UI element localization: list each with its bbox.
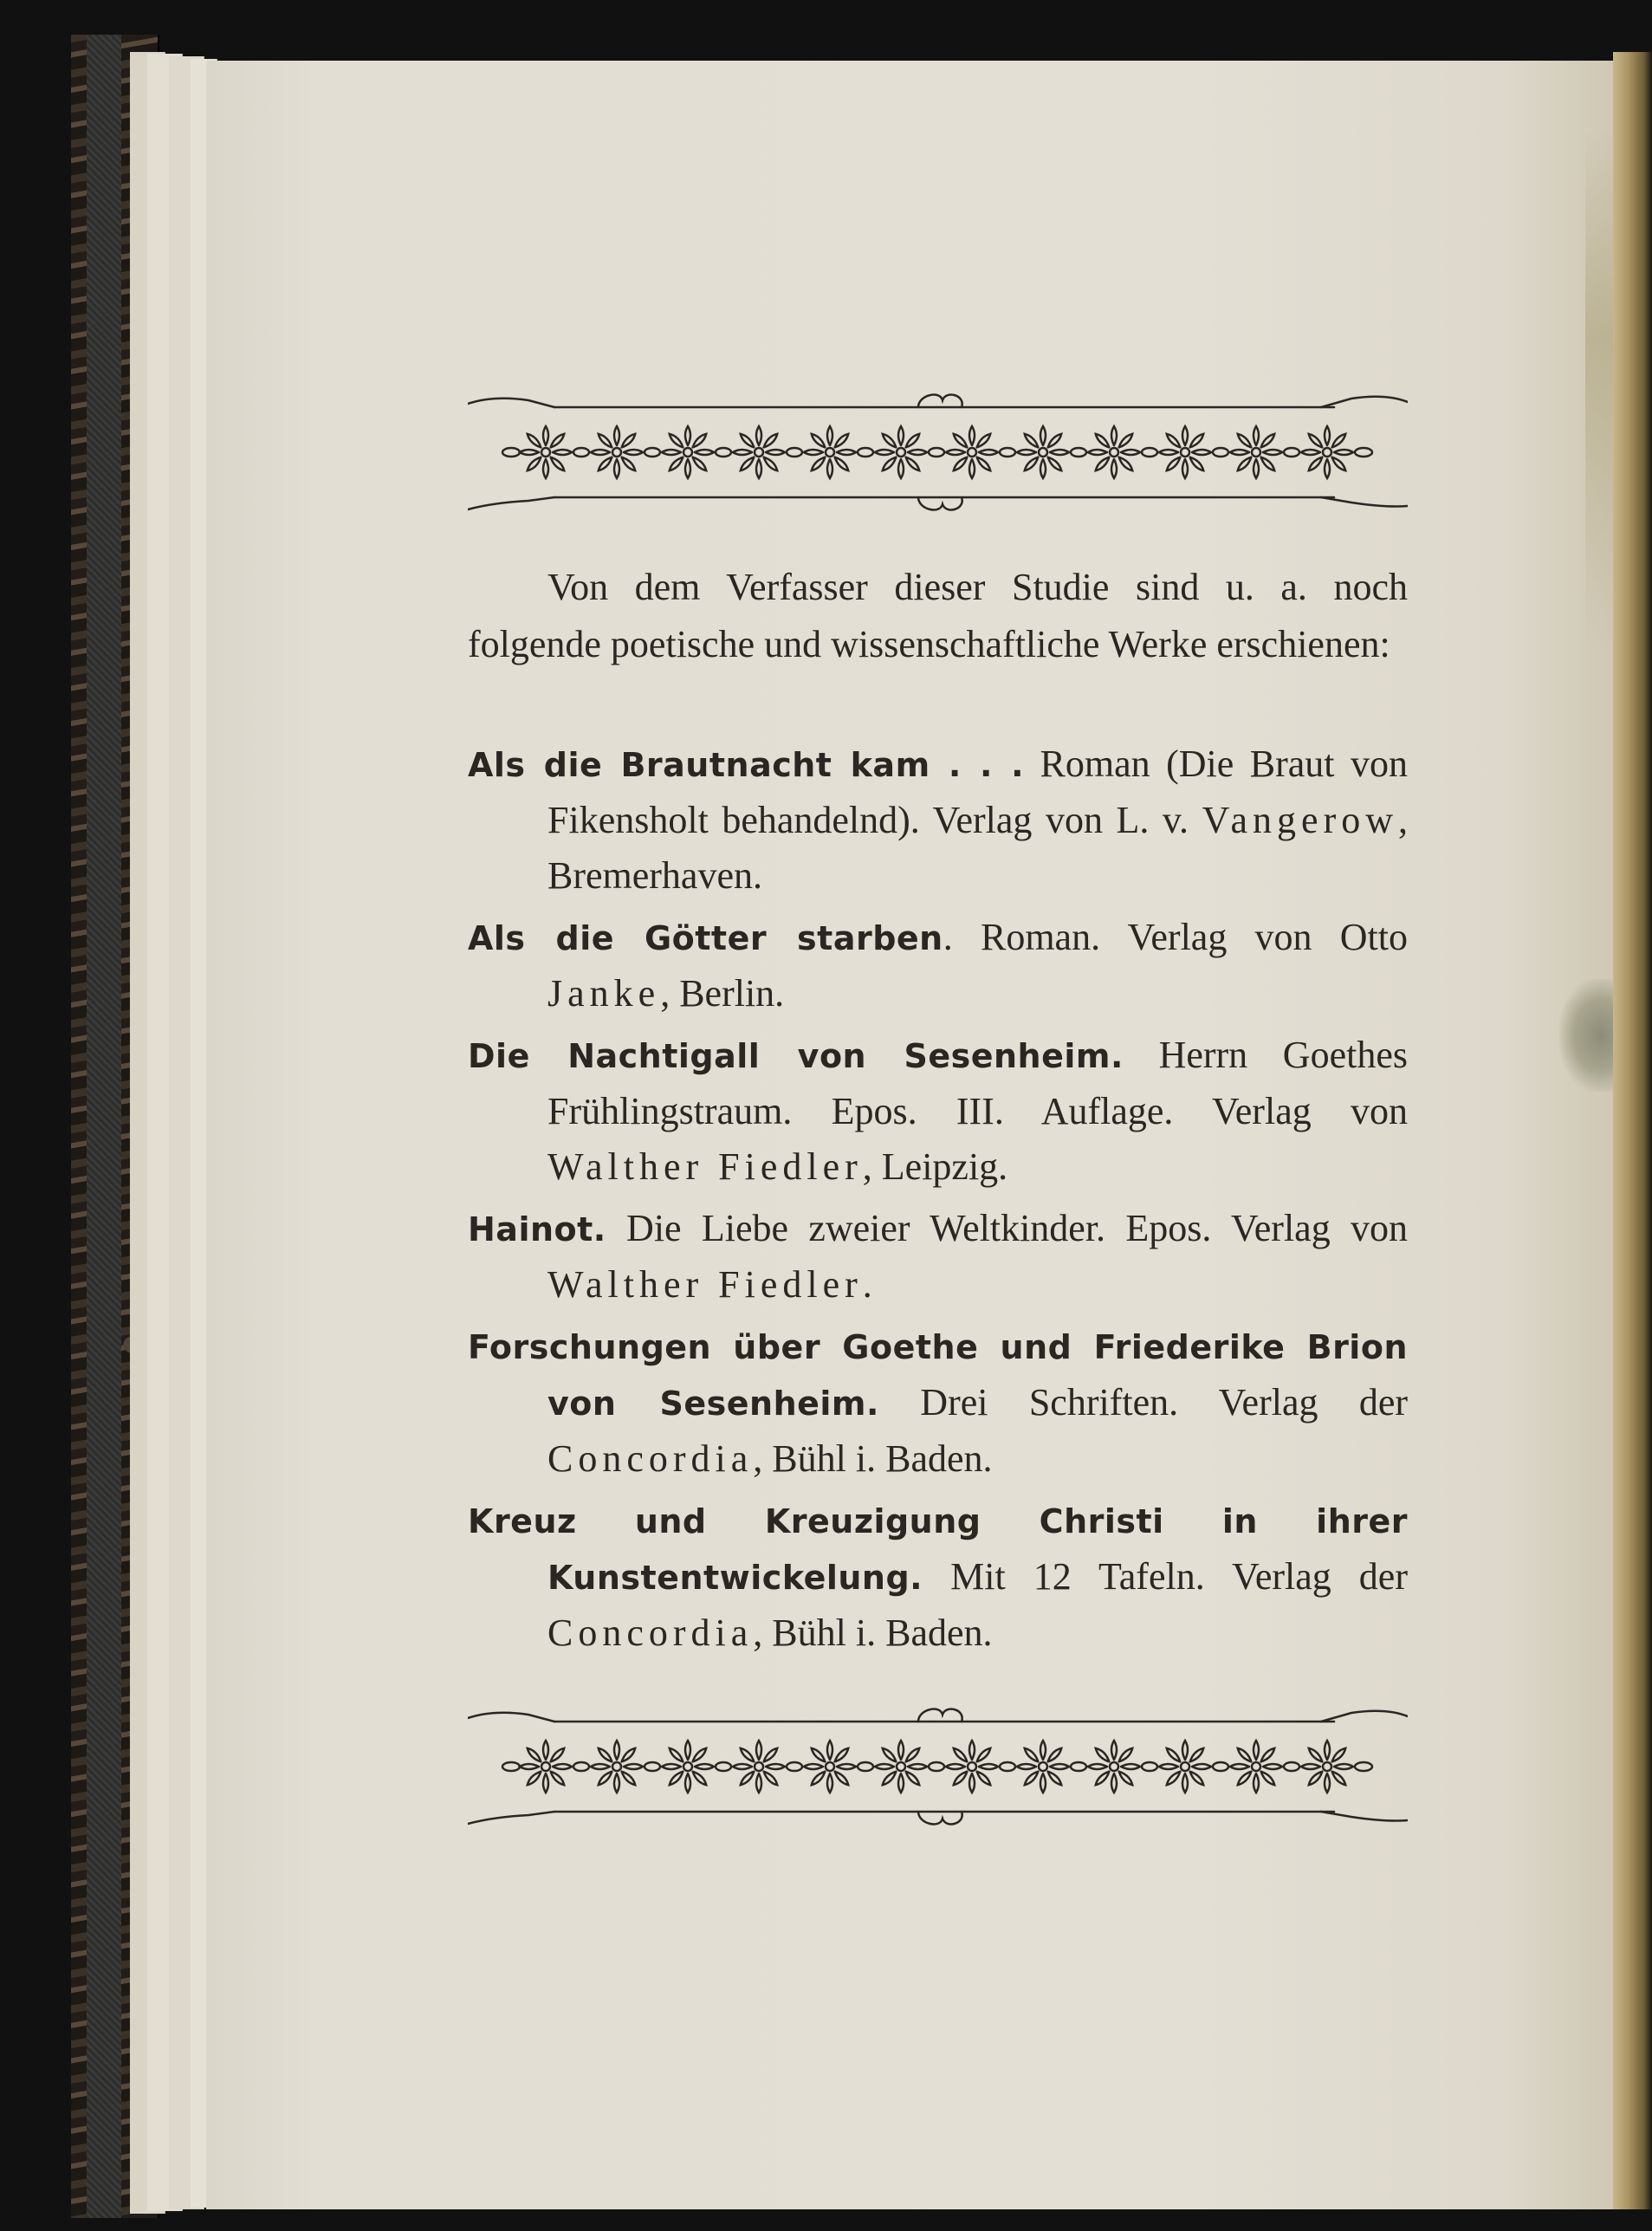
work-title: Als die Götter starben xyxy=(468,919,943,957)
work-name-spaced: Walther Fiedler xyxy=(547,1263,863,1306)
work-title: Hainot. xyxy=(468,1210,606,1248)
work-entry xyxy=(468,1028,1408,1195)
work-description: Mit 12 Tafeln. Verlag der xyxy=(923,1555,1408,1598)
work-description-end: , Bühl i. Baden. xyxy=(753,1612,993,1654)
intro-paragraph: Von dem Verfasser dieser Studie sind u. a. noch folgende poetische und wissenschaftliche Werke erschienen: xyxy=(468,566,1408,665)
work-entry xyxy=(468,1319,1408,1487)
work-description: Herrn Goethes Frühlingstraum. Epos. III. Auflage. Verlag von xyxy=(547,1034,1408,1132)
floral-border-ornament-icon xyxy=(468,388,1408,518)
work-name-spaced: Concordia xyxy=(547,1612,754,1654)
work-title: Kreuz und Kreuzigung Christi in ihrer Kunstentwickelung. xyxy=(468,1502,1408,1597)
work-description-end: , Leipzig. xyxy=(862,1145,1008,1188)
work-description: Drei Schriften. Verlag der xyxy=(878,1381,1409,1424)
work-name-spaced: Walther Fiedler xyxy=(547,1145,863,1188)
cloth-spine xyxy=(87,35,121,2218)
work-title: Als die Brautnacht kam . . . xyxy=(468,746,1025,784)
work-description-end: , Bühl i. Baden. xyxy=(753,1437,993,1480)
works-list xyxy=(468,736,1408,1667)
work-name-spaced: Janke xyxy=(547,972,661,1015)
work-title: Die Nachtigall von Sesenheim. xyxy=(468,1037,1124,1075)
work-entry xyxy=(468,1493,1408,1661)
work-title: Forschungen über Goethe und Friederike Brion von Sesenheim. xyxy=(468,1328,1408,1423)
work-description: Die Liebe zweier Weltkinder. Epos. Verlag von xyxy=(606,1207,1408,1249)
work-entry xyxy=(468,736,1408,904)
work-entry xyxy=(468,910,1408,1021)
work-name-spaced: Vangerow xyxy=(1202,799,1398,841)
work-description-end: . xyxy=(862,1263,872,1306)
floral-border-ornament-icon xyxy=(468,1702,1408,1832)
work-description-end: , Bremerhaven. xyxy=(547,799,1408,897)
work-name-spaced: Concordia xyxy=(547,1437,754,1480)
work-entry xyxy=(468,1201,1408,1313)
work-description: . Roman. Verlag von Otto xyxy=(943,916,1408,958)
work-description-end: , Berlin. xyxy=(660,972,785,1015)
work-description: Roman (Die Braut von Fikensholt behandelnd). Verlag von L. v. xyxy=(547,743,1408,841)
right-cover-board xyxy=(1613,52,1652,2209)
